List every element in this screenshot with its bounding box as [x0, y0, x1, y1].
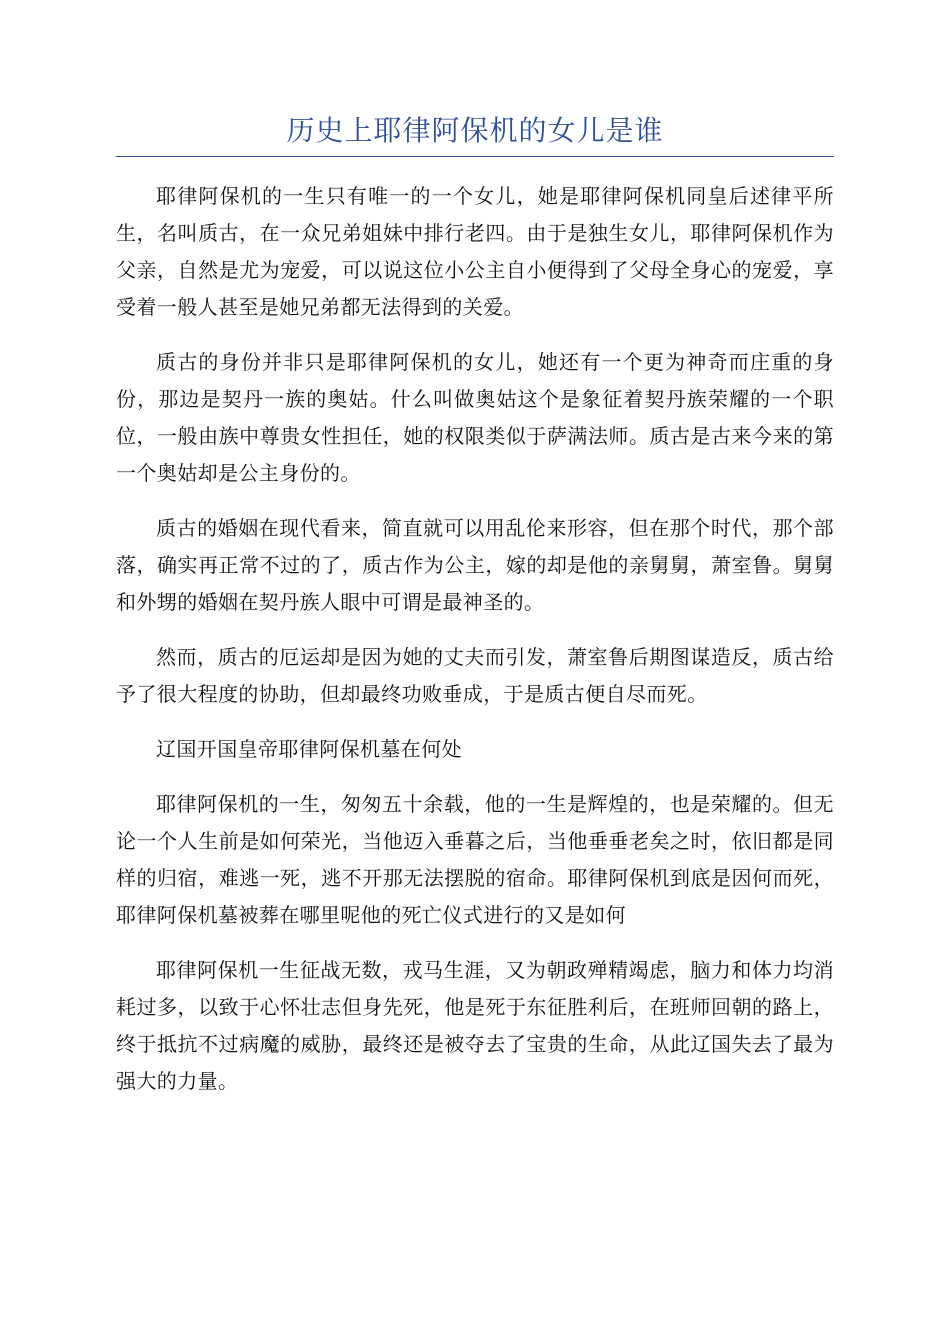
section-heading: 辽国开国皇帝耶律阿保机墓在何处	[156, 737, 462, 761]
paragraph-5: 耶律阿保机的一生，匆匆五十余载，他的一生是辉煌的，也是荣耀的。但无论一个人生前是如何荣光，当他迈入垂暮之后，当他垂垂老矣之时，依旧都是同样的归宿，难逃一死，逃不开那无法摆脱的宿命。耶律阿保机到底是因何而死，耶律阿保机墓被葬在哪里呢他的死亡仪式进行的又是如何	[116, 792, 834, 927]
paragraph-6: 耶律阿保机一生征战无数，戎马生涯，又为朝政殚精竭虑，脑力和体力均消耗过多，以致于心怀壮志但身先死，他是死于东征胜利后，在班师回朝的路上，终于抵抗不过病魔的威胁，最终还是被夺去了宝贵的生命，从此辽国失去了最为强大的力量。	[116, 958, 834, 1093]
article-body	[116, 178, 834, 1118]
title-block	[116, 108, 834, 157]
paragraph-1: 耶律阿保机的一生只有唯一的一个女儿，她是耶律阿保机同皇后述律平所生，名叫质古，在一众兄弟姐妹中排行老四。由于是独生女儿，耶律阿保机作为父亲，自然是尤为宠爱，可以说这位小公主自小便得到了父母全身心的宠爱，享受着一般人甚至是她兄弟都无法得到的关爱。	[116, 184, 834, 319]
paragraph-3: 质古的婚姻在现代看来，简直就可以用乱伦来形容，但在那个时代，那个部落，确实再正常不过的了，质古作为公主，嫁的却是他的亲舅舅，萧室鲁。舅舅和外甥的婚姻在契丹族人眼中可谓是最神圣的。	[116, 516, 834, 614]
paragraph-2: 质古的身份并非只是耶律阿保机的女儿，她还有一个更为神奇而庄重的身份，那边是契丹一族的奥姑。什么叫做奥姑这个是象征着契丹族荣耀的一个职位，一般由族中尊贵女性担任，她的权限类似于萨满法师。质古是古来今来的第一个奥姑却是公主身份的。	[116, 350, 834, 485]
paragraph-4: 然而，质古的厄运却是因为她的丈夫而引发，萧室鲁后期图谋造反，质古给予了很大程度的协助，但却最终功败垂成，于是质古便自尽而死。	[116, 645, 834, 706]
page-title: 历史上耶律阿保机的女儿是谁	[286, 114, 664, 147]
